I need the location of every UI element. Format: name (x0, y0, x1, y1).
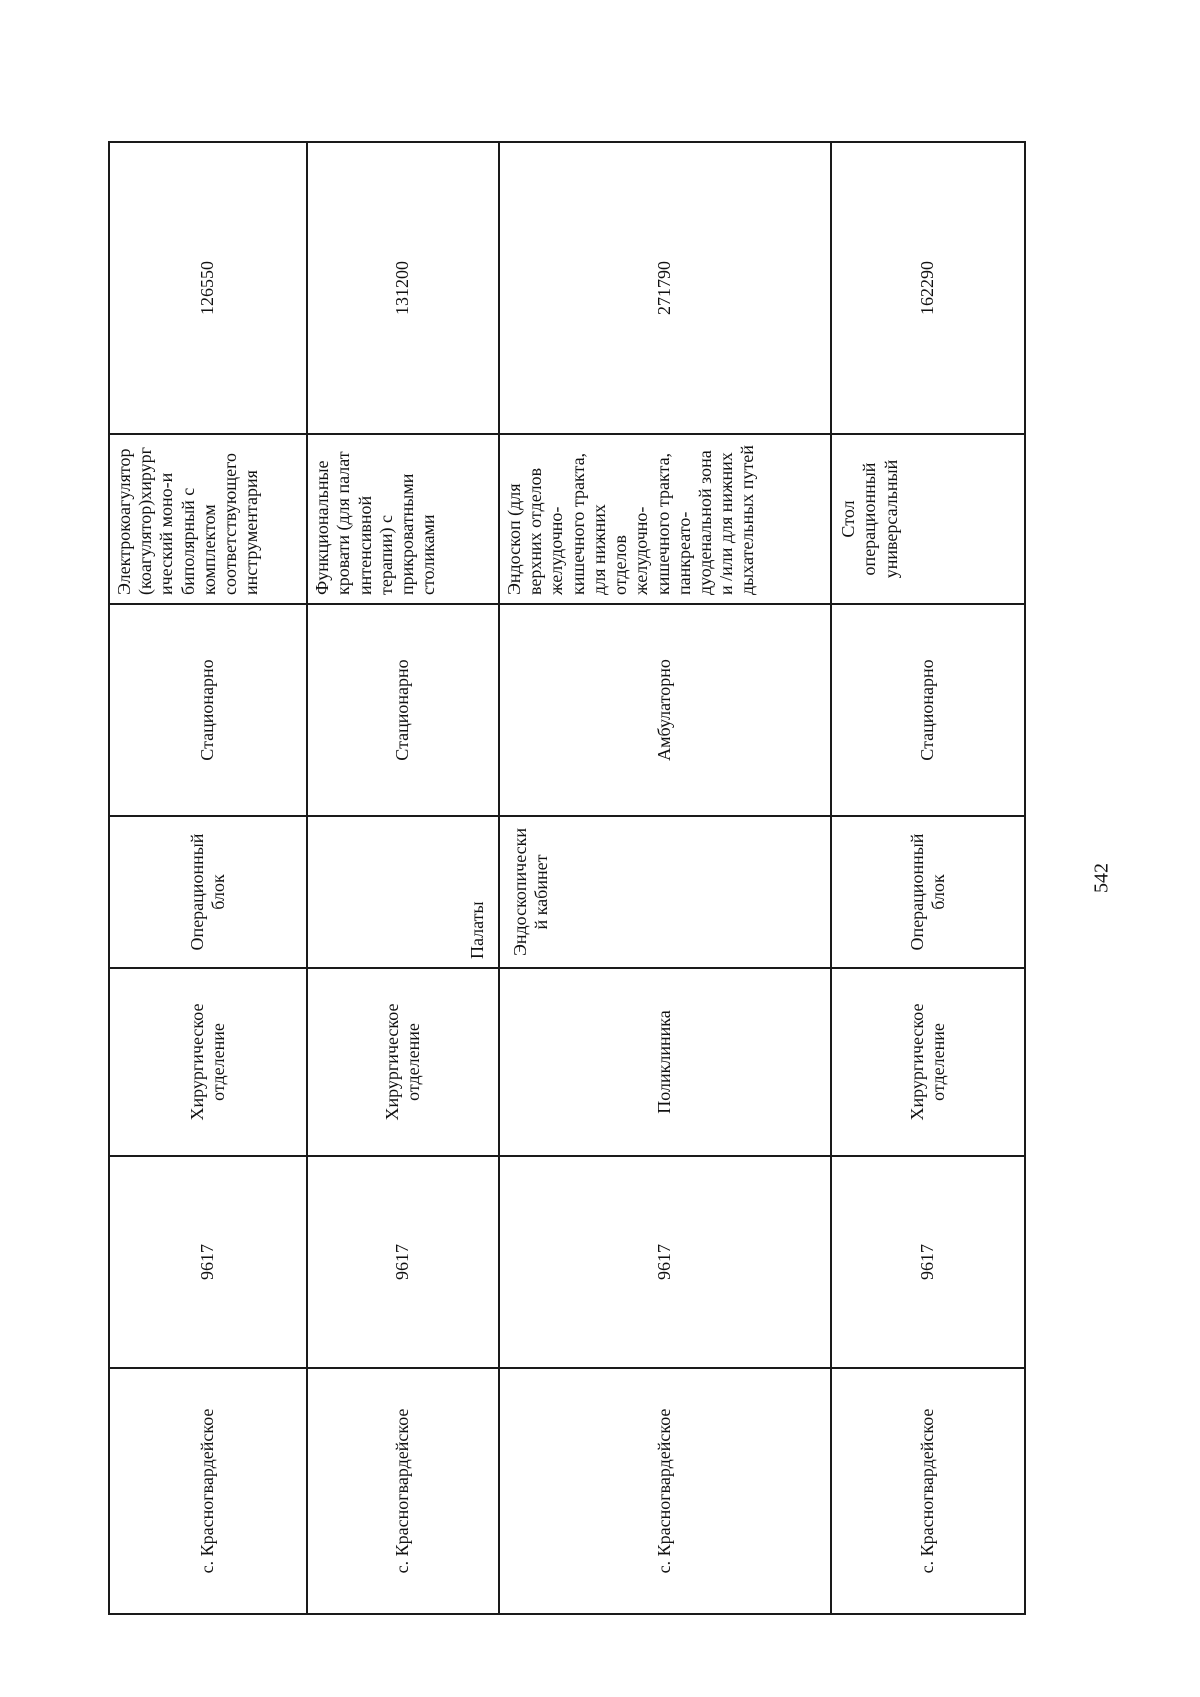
mode-cell: Стационарно (109, 604, 307, 816)
table-row (499, 142, 831, 1614)
room-cell: Операционный блок (831, 816, 1025, 968)
equipment-table (108, 141, 1026, 1615)
value-cell: 126550 (109, 142, 307, 434)
value-cell: 162290 (831, 142, 1025, 434)
equipment-cell: Стол операционный универсальный (831, 434, 1025, 604)
code-cell: 9617 (109, 1156, 307, 1368)
equipment-cell: Функциональные кровати (для палат интенсивной терапии) с прикроватными столиками (307, 434, 499, 604)
equipment-cell: Эндоскоп (для верхних отделов желудочно-кишечного тракта, для нижних отделов желудочно-кишечного тракта, панкреато-дуоденальной зона и /или для нижних дыхательных путей (499, 434, 831, 604)
room-cell: Палаты (307, 816, 499, 968)
mode-cell: Стационарно (831, 604, 1025, 816)
equipment-cell: Электрокоагулятор (коагулятор)хирургический моно-и биполярный с комплектом соответствующего инструментария (109, 434, 307, 604)
room-cell: Операционный блок (109, 816, 307, 968)
locality-cell: с. Красногвардейское (307, 1368, 499, 1614)
table-row (109, 142, 307, 1614)
value-cell: 131200 (307, 142, 499, 434)
table-row (307, 142, 499, 1614)
mode-cell: Амбулаторно (499, 604, 831, 816)
value-cell: 271790 (499, 142, 831, 434)
code-cell: 9617 (499, 1156, 831, 1368)
department-cell: Хирургическое отделение (307, 968, 499, 1156)
locality-cell: с. Красногвардейское (109, 1368, 307, 1614)
department-cell: Поликлиника (499, 968, 831, 1156)
locality-cell: с. Красногвардейское (831, 1368, 1025, 1614)
equipment-table-container (108, 143, 1026, 1615)
code-cell: 9617 (831, 1156, 1025, 1368)
room-cell: Эндоскопический кабинет (499, 816, 831, 968)
code-cell: 9617 (307, 1156, 499, 1368)
mode-cell: Стационарно (307, 604, 499, 816)
locality-cell: с. Красногвардейское (499, 1368, 831, 1614)
department-cell: Хирургическое отделение (831, 968, 1025, 1156)
table-row (831, 142, 1025, 1614)
department-cell: Хирургическое отделение (109, 968, 307, 1156)
page-number: 542 (1090, 863, 1113, 893)
